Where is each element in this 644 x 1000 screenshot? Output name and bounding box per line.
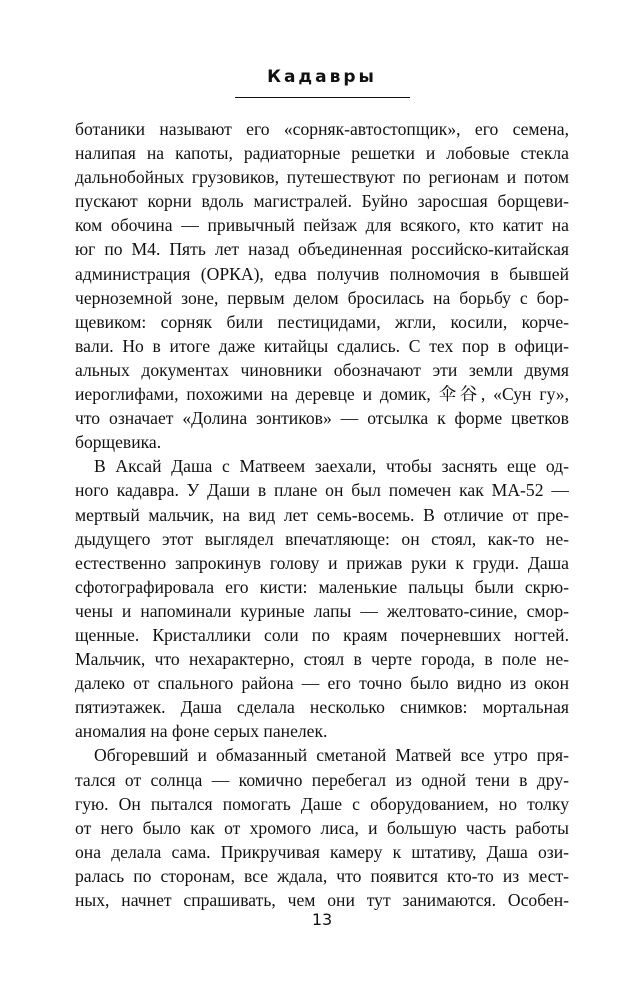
text-line: от него было как от хромого лиса, и большую часть работы [75, 817, 569, 838]
text-line: гую. Он пытался помогать Даше с оборудованием, но толку [75, 793, 569, 814]
text-line: пускают корни вдоль магистралей. Буйно заросшая борщеви- [75, 191, 569, 212]
text-line: юг по М4. Пять лет назад объединенная российско-китайская [75, 239, 569, 260]
paragraph [75, 454, 569, 743]
text-line: мертвый мальчик, на вид лет семь-восемь. В отличие от пре- [75, 504, 569, 525]
text-line: В Аксай Даша с Матвеем заехали, чтобы заснять еще од- [94, 456, 569, 477]
text-line: альных документах чиновники обозначают эти земли двумя [75, 359, 569, 380]
text-line: аномалия на фоне серых панелек. [75, 721, 328, 742]
text-line: ботаники называют его «сорняк-автостопщик», его семена, [75, 119, 569, 139]
body-text [75, 117, 569, 912]
text-line: щевиком: сорняк били пестицидами, жгли, косили, корче- [75, 311, 569, 332]
paragraph [75, 117, 569, 454]
running-head-rule [235, 97, 410, 98]
text-line: борщевика. [75, 432, 162, 453]
text-line: налипая на капоты, радиаторные решетки и лобовые стекла [75, 143, 569, 164]
paragraph [75, 743, 569, 912]
text-line: ных, начнет спрашивать, чем они тут занимаются. Особен- [75, 890, 569, 910]
text-line: естественно запрокинув голову и прижав руки к груди. Даша [75, 552, 569, 573]
text-line: Обгоревший и обмазанный сметаной Матвей все утро пря- [94, 745, 569, 766]
text-line: дальнобойных грузовиков, путешествуют по регионам и потом [75, 167, 569, 188]
page-number: 13 [311, 910, 333, 929]
text-line: тался от солнца — комично перебегал из одной тени в дру- [75, 769, 569, 790]
text-line: чены и напоминали куриные лапы — желтовато-синие, смор- [75, 600, 569, 621]
text-line: администрация (ОРКА), едва получив полномочия в бывшей [75, 263, 569, 284]
text-line: ралась по сторонам, все ждала, что появится кто-то из мест- [75, 865, 569, 886]
text-line: далеко от спального района — его точно было видно из окон [75, 673, 569, 694]
text-line: что означает «Долина зонтиков» — отсылка к форме цветков [75, 408, 569, 429]
text-line: щенные. Кристаллики соли по краям почерневших ногтей. [75, 624, 569, 645]
text-line: ком обочина — привычный пейзаж для всякого, кто катит на [75, 215, 569, 236]
text-line: Мальчик, что нехарактерно, стоял в черте города, в поле не- [75, 649, 569, 670]
text-line: вали. Но в итоге даже китайцы сдались. С тех пор в офици- [75, 335, 569, 356]
running-head: Кадавры [267, 67, 377, 87]
text-line: черноземной зоне, первым делом бросилась на борьбу с бор- [75, 287, 569, 308]
text-line: ного кадавра. У Даши в плане он был помечен как МА-52 — [75, 480, 569, 501]
text-line: иероглифами, похожими на деревце и домик, 伞谷, «Сун гу», [75, 384, 569, 405]
text-line: сфотографировала его кисти: маленькие пальцы были скрю- [75, 576, 569, 597]
text-line: пятиэтажек. Даша сделала несколько снимков: мортальная [75, 697, 569, 718]
text-line: дыдущего этот выглядел впечатляюще: он стоял, как-то не- [75, 528, 569, 549]
text-line: она делала сама. Прикручивая камеру к штативу, Даша ози- [75, 841, 569, 862]
